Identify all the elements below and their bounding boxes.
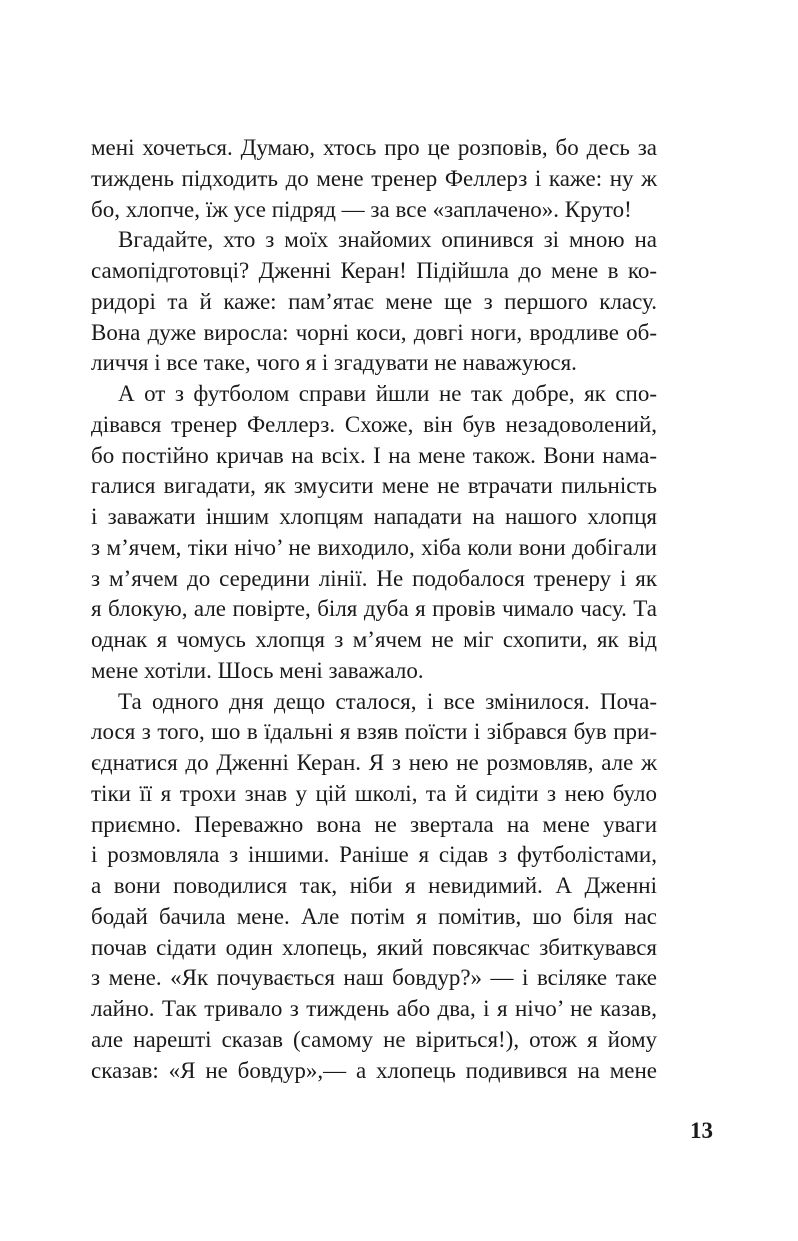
body-text (91, 133, 657, 1086)
text-line: тиждень підходить до мене тренер Феллерз і каже: ну ж (91, 165, 657, 191)
text-line: лося з того, шо в їдальні я взяв поїсти і зібрався був при- (91, 719, 657, 745)
text-line: з м’ячем, тіки нічо’ не виходило, хіба коли вони добігали (91, 534, 657, 560)
text-line: мене хотіли. Шось мені заважало. (91, 657, 424, 683)
text-line: Та одного дня дещо сталося, і все змінилося. Поча- (118, 688, 657, 714)
text-line: тіки її я трохи знав у цій школі, та й сидіти з нею було (91, 780, 657, 806)
text-line: і розмовляла з іншими. Раніше я сідав з футболістами, (91, 842, 657, 868)
text-line: ридорі та й каже: пам’ятає мене ще з першого класу. (91, 288, 657, 314)
text-line: я блокую, але повірте, біля дуба я провів чимало часу. Та (91, 596, 657, 622)
text-line: але нарешті сказав (самому не віриться!), отож я йому (91, 1026, 657, 1052)
text-line: лайно. Так тривало з тиждень або два, і я нічо’ не казав, (91, 996, 657, 1021)
text-line: почав сідати один хлопець, який повсякчас збиткувався (91, 934, 657, 960)
text-line: самопідготовці? Дженні Керан! Підійшла до мене в ко- (91, 258, 657, 283)
text-line: галися вигадати, як змусити мене не втрачати пильність (91, 473, 657, 499)
text-line: з м’ячем до середини лінії. Не подобалося тренеру і як (91, 565, 657, 591)
text-line: єднатися до Дженні Керан. Я з нею не розмовляв, але ж (91, 750, 657, 775)
text-line: приємно. Переважно вона не звертала на мене уваги (91, 811, 657, 837)
text-line: А от з футболом справи йшли не так добре, як спо- (118, 381, 657, 406)
text-line: однак я чомусь хлопця з м’ячем не міг схопити, як від (91, 627, 657, 652)
text-line: бо постійно кричав на всіх. І на мене також. Вони нама- (91, 442, 657, 468)
text-line: а вони поводилися так, ніби я невидимий. А Дженні (91, 873, 657, 898)
text-line: Вона дуже виросла: чорні коси, довгі ноги, вродливе об- (91, 319, 657, 345)
text-line: сказав: «Я не бовдур»,— а хлопець подивився на мене (91, 1057, 657, 1083)
text-line: личчя і все таке, чого я і згадувати не наважуюся. (91, 350, 577, 376)
text-line: дівався тренер Феллерз. Схоже, він був незадоволений, (91, 411, 657, 437)
text-line: мені хочеться. Думаю, хтось про це розповів, бо десь за (91, 135, 657, 160)
text-line: і заважати іншим хлопцям нападати на нашого хлопця (91, 504, 657, 529)
page-number: 13 (690, 1118, 713, 1143)
text-line: бо, хлопче, їж усе підряд — за все «заплачено». Круто! (91, 196, 632, 222)
text-line: з мене. «Як почувається наш бовдур?» — і всіляке таке (91, 965, 657, 991)
text-line: Вгадайте, хто з моїх знайомих опинився зі мною на (118, 227, 657, 253)
text-line: бодай бачила мене. Але потім я помітив, шо біля нас (91, 903, 657, 929)
